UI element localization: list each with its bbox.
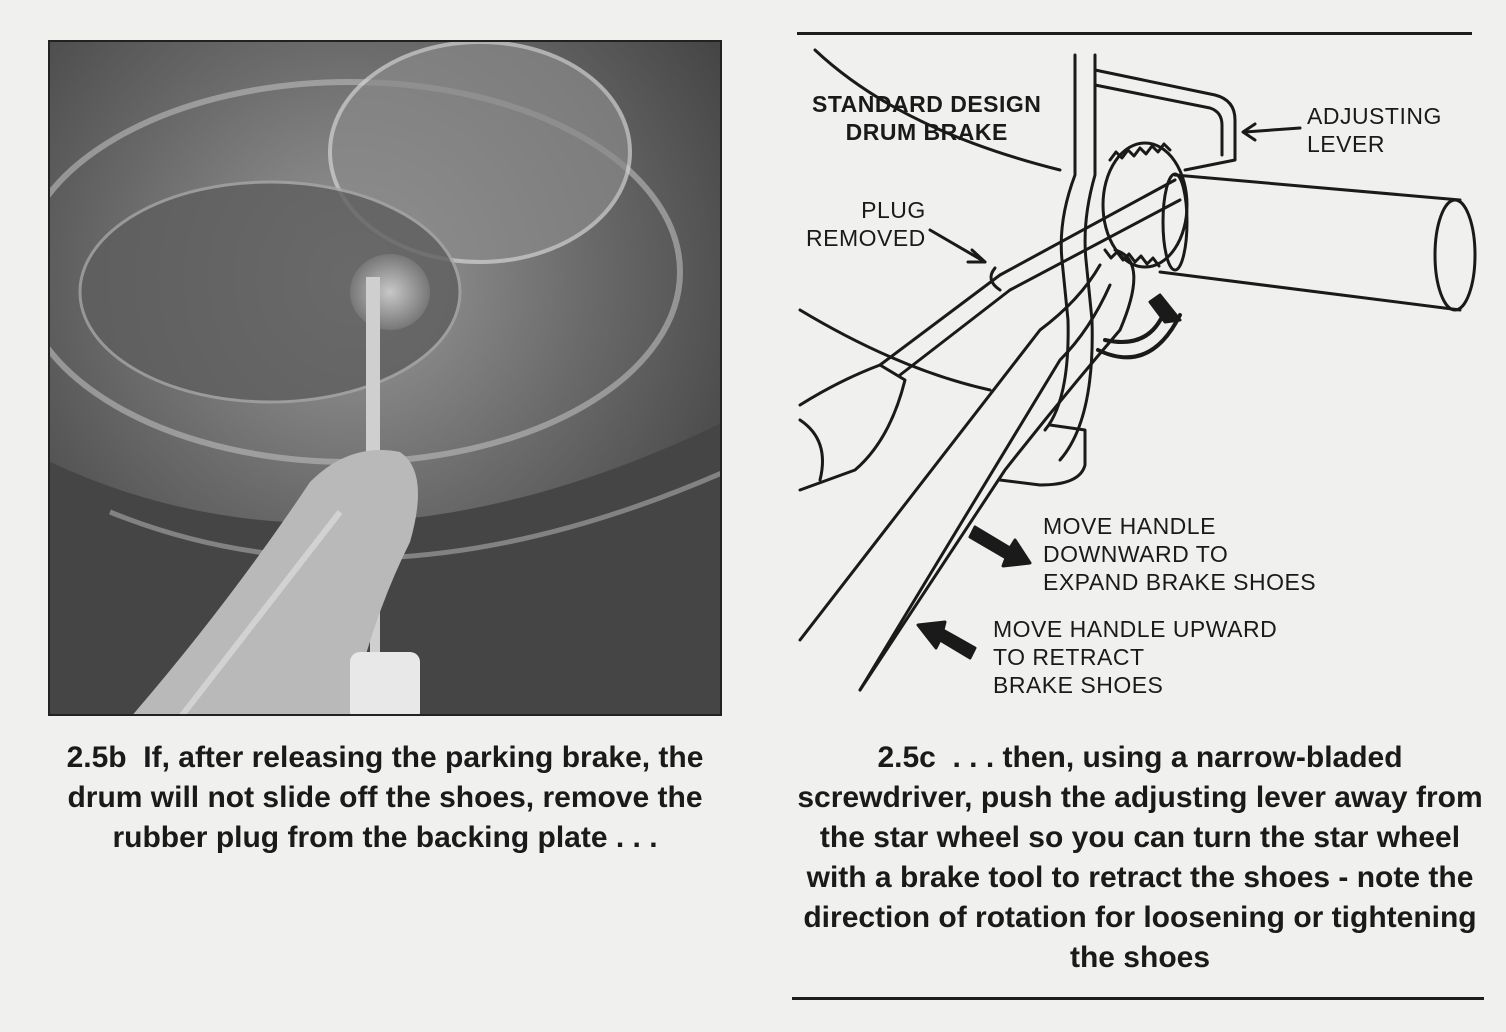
caption-2-5c-number: 2.5c [877,741,936,774]
caption-2-5b-number: 2.5b [66,741,127,774]
caption-2-5b-text: If, after releasing the parking brake, the drum will not slide off the shoes, remove the rubber plug from the backing plate . . . [67,741,704,854]
label-adjusting-lever: ADJUSTING LEVER [1307,103,1442,157]
caption-2-5b [40,738,730,858]
brake-photo-image [50,42,722,716]
label-plug-removed: PLUG REMOVED [806,197,926,251]
caption-2-5c-text: . . . then, using a narrow-bladed screwdriver, push the adjusting lever away from the star wheel so you can turn the star wheel with a brake tool to retract the shoes - note the direction of rotation for loosening or tightening the shoes [797,741,1483,974]
label-move-up: MOVE HANDLE UPWARD TO RETRACT BRAKE SHOES [993,616,1278,698]
label-move-down: MOVE HANDLE DOWNWARD TO EXPAND BRAKE SHOES [1043,513,1317,595]
top-divider [797,32,1472,35]
brake-photo [48,40,722,716]
label-standard-design: STANDARD DESIGN DRUM BRAKE [812,91,1042,145]
bottom-divider [792,997,1484,1000]
caption-2-5c [790,738,1490,978]
